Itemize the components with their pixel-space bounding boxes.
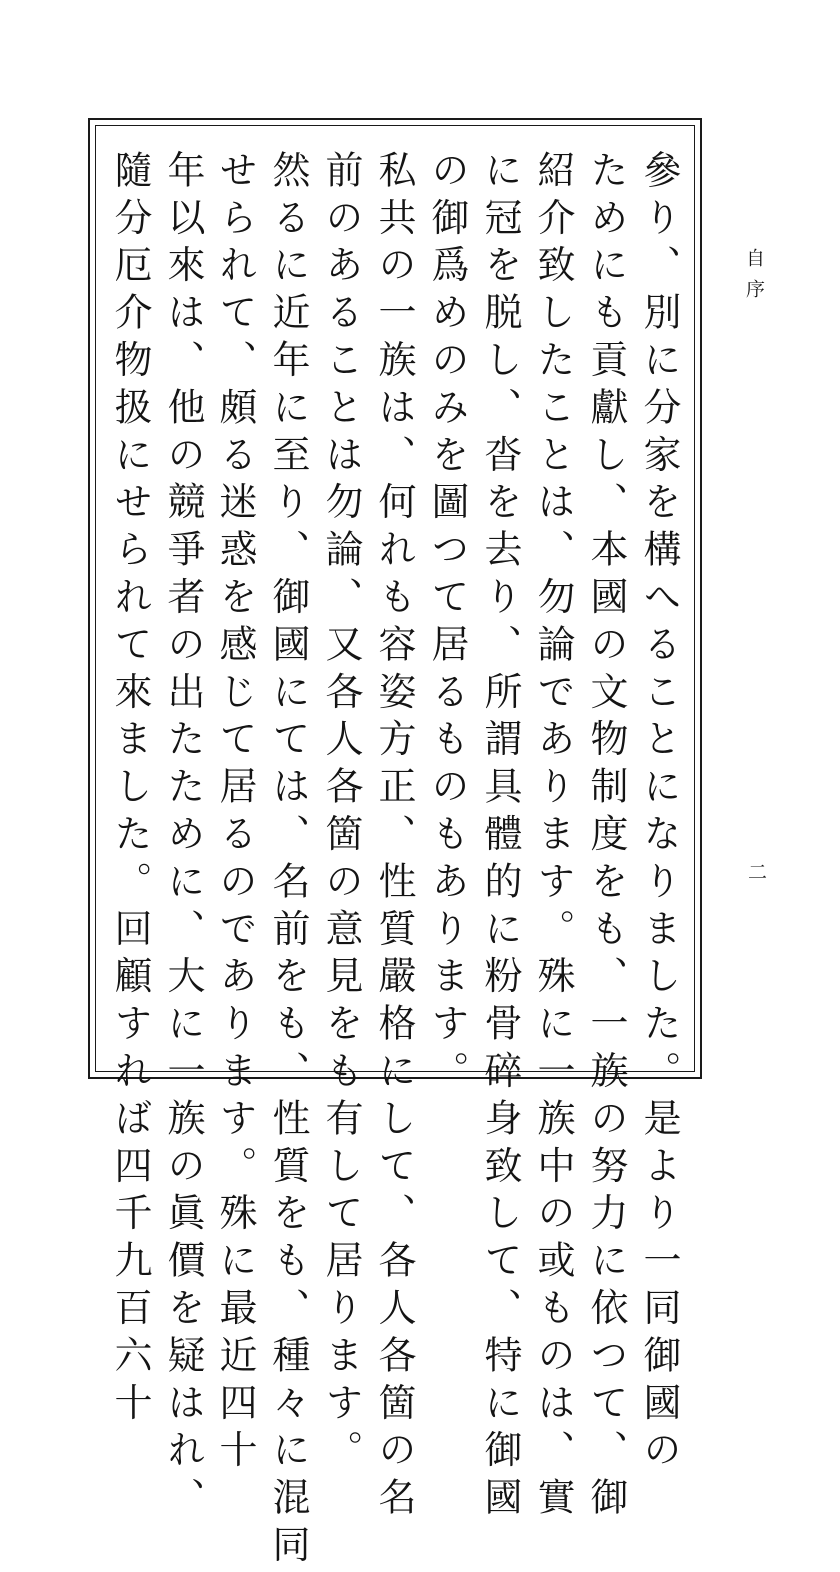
text-column-3: 紹介致したことは、勿論であります。殊に一族中の或ものは、實 [531,150,575,1525]
page-number: 二 [745,862,767,881]
text-column-7: 前のあることは勿論、又各人各箇の意見をも有して居ります。 [319,150,363,1478]
running-head: 自序 [743,248,765,310]
text-column-10: 年以來は、他の競爭者の出たために、大に一族の眞價を疑はれ、 [161,150,205,1525]
text-column-9: せられて、頗る迷惑を感じて居るのであります。殊に最近四十 [213,150,257,1478]
text-column-5: の御爲めのみを圖つて居るものもあります。 [425,150,469,1098]
text-column-1: 參り、別に分家を構へることになりました。是より一同御國の [637,150,681,1478]
text-column-11: 隨分厄介物扱にせられて來ました。回顧すれば四千九百六十 [108,150,152,1430]
text-column-6: 私共の一族は、何れも容姿方正、性質嚴格にして、各人各箇の名 [372,150,416,1525]
text-column-2: ためにも貢獻し、本國の文物制度をも、一族の努力に依つて、御 [584,150,628,1525]
text-column-8: 然るに近年に至り、御國にては、名前をも、性質をも、種々に混同 [266,150,310,1572]
text-column-4: に冠を脱し、沓を去り、所謂具體的に粉骨碎身致して、特に御國 [478,150,522,1525]
